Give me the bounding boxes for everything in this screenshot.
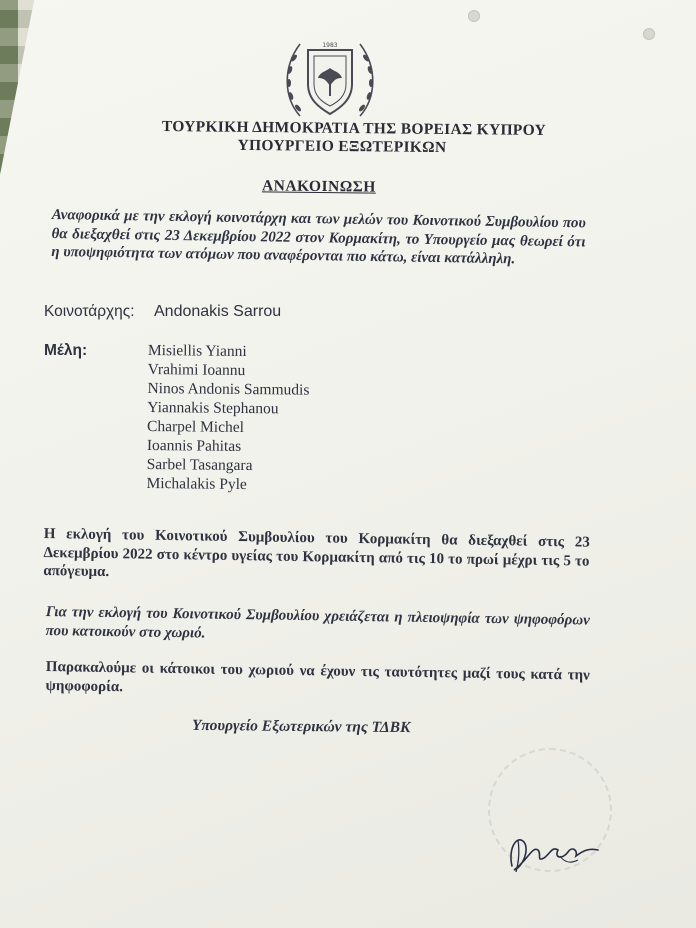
president-label: Κοινοτάρχης:: [44, 303, 135, 320]
member-name: Michalakis Pyle: [146, 474, 247, 494]
member-name: Vrahimi Ioannu: [147, 360, 246, 380]
member-name: Misiellis Yianni: [147, 341, 247, 361]
majority-paragraph: Για την εκλογή του Κοινοτικού Συμβουλίου χρειάζεται η πλειοψηφία των ψηφοφόρων που κατοικούν στο χωριό.: [45, 603, 590, 642]
member-name: Charpel Michel: [147, 417, 245, 437]
member-name: Sarbel Tasangara: [146, 455, 253, 475]
coat-of-arms-emblem: [278, 28, 382, 124]
issuer-signature-line: Υπουργείο Εξωτερικών της ΤΔΒΚ: [191, 716, 411, 737]
id-request-paragraph: Παρακαλούμε οι κάτοικοι του χωριού να έχουν τις ταυτότητες μαζί τους κατά την ψηφοφορία.: [45, 658, 590, 695]
members-label: Μέλη:: [44, 342, 88, 359]
punch-hole: [468, 10, 480, 22]
president-name: Andonakis Sarrou: [154, 303, 282, 320]
header-country: ΤΟΥΡΚΙΚΗ ΔΗΜΟΚΡΑΤΙΑ ΤΗΣ ΒΟΡΕΙΑΣ ΚΥΠΡΟΥ: [161, 117, 547, 140]
punch-hole: [643, 28, 655, 40]
handwritten-signature: [498, 820, 608, 880]
members-list: [146, 341, 310, 495]
header-ministry: ΥΠΟΥΡΓΕΙΟ ΕΞΩΤΕΡΙΚΩΝ: [237, 136, 447, 157]
intro-paragraph: Αναφορικά με την εκλογή κοινοτάρχη και των μελών του Κοινοτικού Συμβουλίου που θα διεξαχθεί στις 23 Δεκεμβρίου 2022 στον Κορμακίτη, το Υπουργείο μας θεωρεί ότι η υποψηφιότητα των ατόμων που αναφέρονται πιο κάτω, είναι κατάλληλη.: [51, 206, 586, 268]
member-name: Ioannis Pahitas: [146, 436, 242, 455]
member-name: Ninos Andonis Sammudis: [147, 379, 310, 399]
election-details-paragraph: Η εκλογή του Κοινοτικού Συμβουλίου του Κορμακίτη θα διεξαχθεί στις 23 Δεκεμβρίου 2022 στο κέντρο υγείας του Κορμακίτη από τις 10 το πρωί μέχρι τις 5 το απόγευμα.: [43, 525, 590, 581]
emblem-year: 1983: [322, 42, 338, 49]
member-name: Yiannakis Stephanou: [147, 398, 279, 418]
document-title: ΑΝΑΚΟΙΝΩΣΗ: [261, 177, 376, 196]
